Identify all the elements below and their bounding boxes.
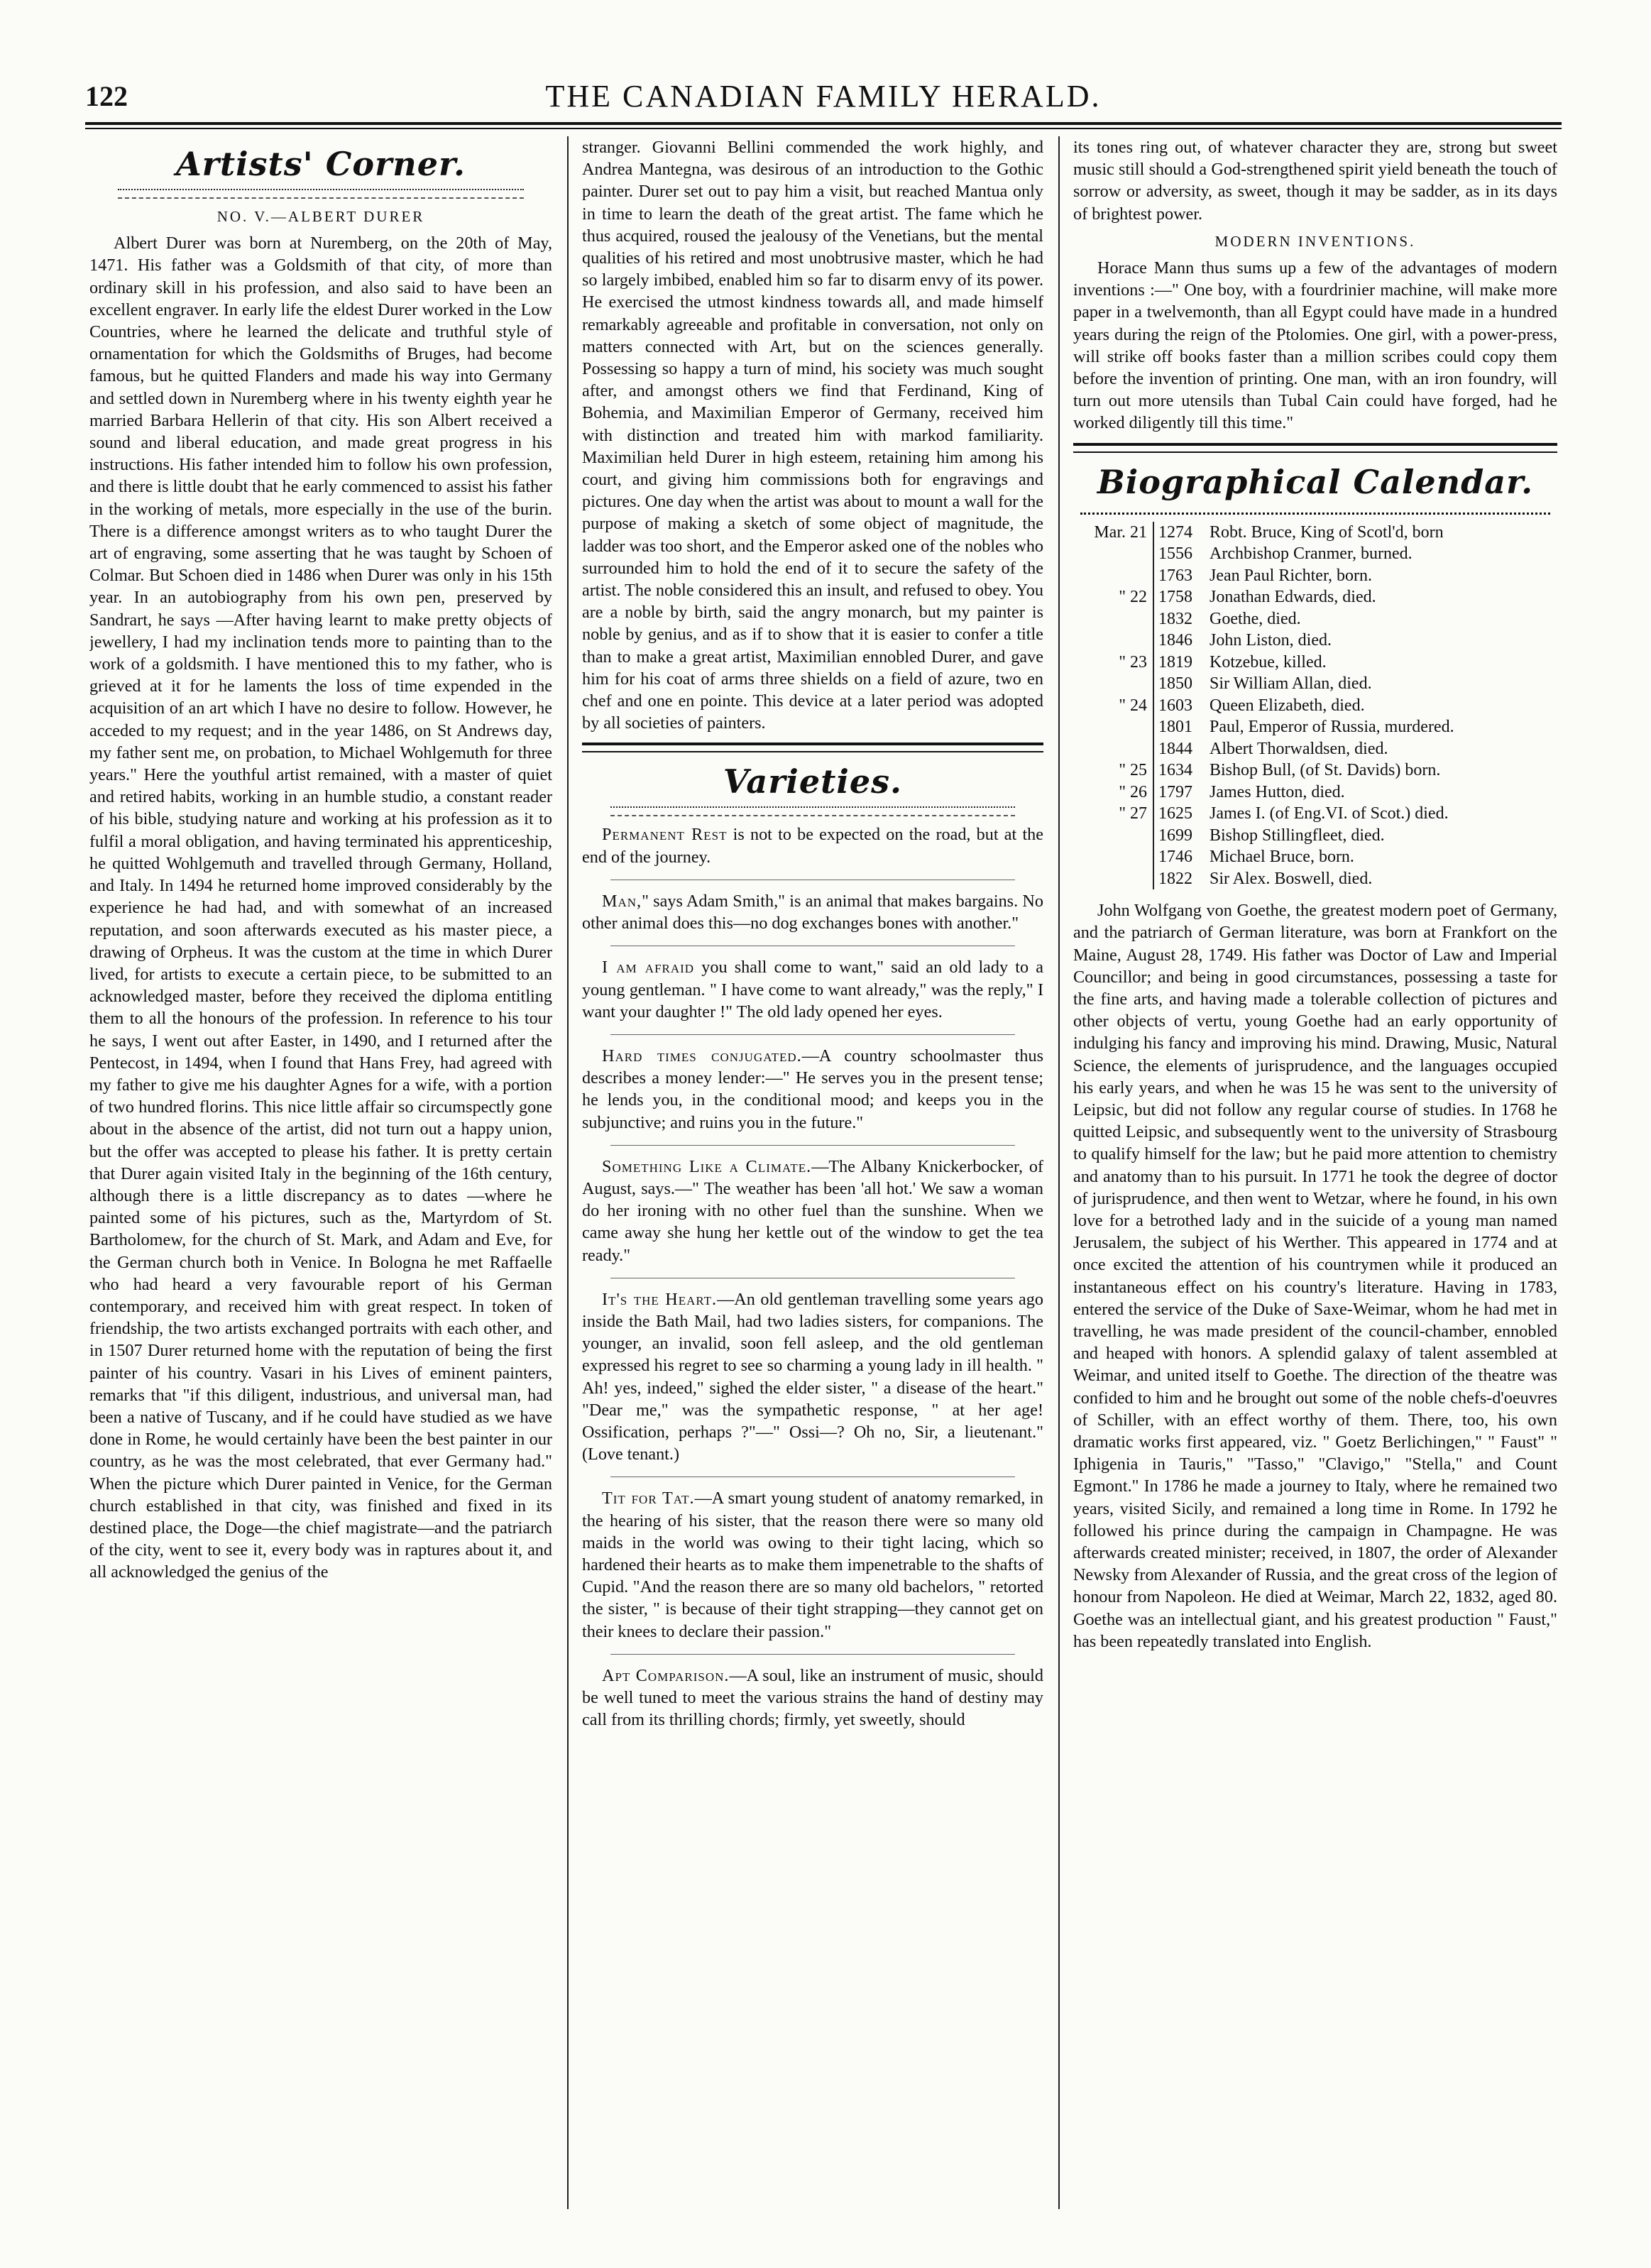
newspaper-title: THE CANADIAN FAMILY HERALD.: [545, 79, 1102, 114]
page-number: 122: [85, 80, 128, 112]
calendar-row: [1073, 738, 1557, 760]
column-divider: [1058, 136, 1060, 2209]
variety-item-text: —A soul, like an instrument of music, should be well tuned to meet the various strains the hand of destiny may call from its thrilling chords; firmly, yet sweetly, should: [582, 1665, 1043, 1730]
variety-item: [582, 1156, 1043, 1266]
calendar-date: [1073, 565, 1153, 587]
calendar-event: Queen Elizabeth, died.: [1210, 696, 1365, 715]
calendar-row: [1073, 565, 1557, 587]
calendar-date: [1073, 716, 1153, 738]
calendar-date: " 25: [1119, 761, 1147, 780]
calendar-date: Mar. 21: [1094, 522, 1147, 542]
item-divider: [610, 1034, 1015, 1035]
calendar-row: [1073, 760, 1557, 782]
modern-inventions-text: Horace Mann thus sums up a few of the advantages of modern inventions :—" One boy, with a fourdrinier machine, will make more paper in a twelvemonth, than all Egypt could have made in a hundred years during the reign of the Ptolomies. One girl, with a power-press, will strike off books faster than a million scribes could copy them before the invention of printing. One man, with an iron foundry, will turn out more utensils than Tubal Cain could have forged, had he worked diligently till this time.": [1073, 258, 1557, 433]
calendar-row: [1073, 630, 1557, 652]
calendar-row: [1073, 695, 1557, 717]
calendar-date: " 24: [1119, 696, 1147, 715]
section-divider: [582, 743, 1043, 752]
column-right: [1073, 136, 1557, 2188]
variety-item-text: —An old gentleman travelling some years ago inside the Bath Mail, had two ladies sisters, for companions. The younger, an invalid, soon fell asleep, and the old gentleman expressed his regret to see so charming a young lady in ill health. " Ah! yes, indeed," sighed the elder sister, " a disease of the heart." "Dear me," was the sympathetic response, " at her age! Ossification, perhaps ?"—" Ossi—? Oh no, Sir, a lieutenant." (Love tenant.): [582, 1289, 1043, 1464]
calendar-event: Archbishop Cranmer, burned.: [1210, 544, 1413, 564]
calendar-year: 1822: [1153, 868, 1204, 890]
calendar-date: [1073, 738, 1153, 760]
page-header: [85, 77, 1562, 119]
calendar-event: Sir William Allan, died.: [1210, 674, 1372, 694]
calendar-row: [1073, 782, 1557, 804]
calendar-year: 1850: [1153, 673, 1204, 695]
article-paragraph: Albert Durer was born at Nuremberg, on the 20th of May, 1471. His father was a Goldsmith of that city, of more than ordinary skill in his profession, and also said to have been an excellent engraver. In early life the eldest Durer worked in the Low Countries, where he learned the delicate and truthful style of ornamentation for which the Goldsmiths of Bruges, had become famous, but he quitted Flanders and made his way into Germany and settled down in Nuremberg where in his twenty eighth year he married Barbara Hellerin of that city. His son Albert received a sound and liberal education, and made great progress in his instructions. His father intended him to follow his own profession, and there is little doubt that he early commenced to assist his father in the working of metals, more especially in the use of the burin. There is a difference amongst writers as to who taught Durer the art of engraving, some asserting that he was taught by Schoen of Colmar. But Schoen died in 1486 when Durer was only in his 15th year. In an autobiography from his own pen, preserved by Sandrart, he says —After having learnt to make pretty objects of jewellery, I had my inclination tends more to painting than to the work of a goldsmith. I have mentioned this to my father, who is grieved at it for he laments the loss of time expended in the acquisition of an art which I have no desire to follow. However, he acceded to my request; and in the year 1486, on St Andrews day, my father sent me, on probation, to Michael Wohlgemuth for three years." Here the youthful artist remained, with a master of quiet and retired habits, working in an humble studio, a constant reader of his bible, studying nature and working at his profession as it to fulfil a moral obligation, and having terminated his apprenticeship, he quitted Wohlgemuth and travelled through Germany, Holland, and Italy. In 1494 he returned home improved considerably by the experience he had had, and with somewhat of an increased reputation, and soon afterwards executed as his master piece, a drawing of Orpheus. It was the custom at the time in which Durer lived, for artists to execute a certain piece, to be submitted to an acknowledged master, before they received the diploma entitling them to all the honours of the profession. In reference to his tour he says, I went out after Easter, in 1490, and I returned after the Pentecost, in 1494, when I found that Hans Frey, had agreed with my father to give me his daughter Agnes for a wife, with a portion of two hundred florins. This nice little affair so circumspectly gone about in the absence of the artist, did not turn out a happy union, but the offer was accepted to please his father. It is pretty certain that Durer again visited Italy in the beginning of the 16th century, although there is a little discrepancy as to dates —where he painted some of his pictures, such as the, Martyrdom of St. Bartholomew, for the church of St. Mark, and Adam and Eve, for the German church both in Venice. In Bologna he met Raffaelle who had heard a very favourable report of his German contemporary, and received him with great respect. In token of friendship, the two artists exchanged portraits with each other, and in 1507 Durer returned home with the reputation of being the first painter of his country. Vasari in his Lives of eminent painters, remarks that "if this diligent, industrious, and universal man, had been a native of Tuscany, and if he could have studied as we have done in Rome, he would certainly have been the best painter in our country, as he was the most celebrated, that ever Germany had." When the picture which Durer painted in Venice, for the German church established in that city, was finished and fixed in its destined place, the Doge—the chief magistrate—and the patriarch of the city, went to see it, every body was in raptures about it, and all acknowledged the genius of the: [89, 234, 552, 1582]
column-divider: [567, 136, 569, 2209]
calendar-year: 1625: [1153, 803, 1204, 825]
calendar-year: 1763: [1153, 565, 1204, 587]
column-left: [89, 136, 552, 2188]
variety-item-head: Apt Comparison.: [602, 1665, 730, 1685]
calendar-year: 1846: [1153, 630, 1204, 652]
variety-item-head: Tit for Tat.: [602, 1489, 695, 1508]
calendar-year: 1801: [1153, 716, 1204, 738]
modern-inventions-subhead: MODERN INVENTIONS.: [1214, 232, 1416, 250]
calendar-event: Bishop Stillingfleet, died.: [1210, 826, 1385, 845]
calendar-date: [1073, 608, 1153, 630]
calendar-event: Bishop Bull, (of St. Davids) born.: [1210, 761, 1441, 780]
variety-item: [582, 890, 1043, 934]
variety-item-text: —A smart young student of anatomy remarked, in the hearing of his sister, that the reason there were so many old maids in the world was owing to their tight lacing, which so hardened their hearts as to make them impenetrable to the shafts of Cupid. "And the reason there are so many old bachelors, " retorted the sister, " is because of their tight strapping—they cannot get on their knees to declare their passion.": [582, 1489, 1043, 1641]
calendar-row: [1073, 846, 1557, 868]
variety-item: [582, 1045, 1043, 1134]
article-subhead: NO. V.—ALBERT DURER: [216, 208, 425, 225]
calendar-year: 1699: [1153, 825, 1204, 847]
calendar-year: 1797: [1153, 782, 1204, 804]
calendar-event: Jonathan Edwards, died.: [1210, 588, 1376, 607]
item-divider: [610, 1145, 1015, 1146]
variety-item: [582, 1487, 1043, 1642]
calendar-event: Sir Alex. Boswell, died.: [1210, 869, 1373, 888]
biographical-calendar-title: Biographical Calendar.: [1097, 462, 1534, 501]
calendar-event: Jean Paul Richter, born.: [1210, 566, 1372, 585]
column-middle: [582, 136, 1043, 2188]
calendar-year: 1746: [1153, 846, 1204, 868]
calendar-year: 1556: [1153, 543, 1204, 565]
variety-item-head: I am afraid: [602, 958, 695, 977]
article-continuation: its tones ring out, of whatever character they are, strong but sweet music still should a God-strengthened spirit yield beneath the touch of sorrow or adversity, as sweet, though it may be sadder, as in its days of brightest power.: [1073, 138, 1557, 224]
calendar-year: 1832: [1153, 608, 1204, 630]
calendar-event: John Liston, died.: [1210, 631, 1332, 650]
variety-item-text: —A country schoolmaster thus describes a money lender:—" He serves you in the present tense; he lends you, in the conditional mood; and keeps you in the subjunctive; and ruins you in the future.": [582, 1046, 1043, 1132]
calendar-row: [1073, 716, 1557, 738]
variety-item: [582, 1288, 1043, 1466]
variety-item-text: —The Albany Knickerbocker, of August, says.—" The weather has been 'all hot.' We saw a woman do her ironing with no other fuel than the sunshine. When we came away she hung her kettle out of the window to get the tea ready.": [582, 1156, 1043, 1265]
variety-item-head: Man,: [602, 891, 642, 911]
calendar-date: [1073, 868, 1153, 890]
calendar-year: 1634: [1153, 760, 1204, 782]
ornamental-rule: [1080, 507, 1550, 515]
calendar-date: [1073, 543, 1153, 565]
item-divider: [610, 1654, 1015, 1655]
calendar-date: " 27: [1119, 804, 1147, 823]
calendar-event: Paul, Emperor of Russia, murdered.: [1210, 718, 1454, 737]
variety-item-text: " says Adam Smith," is an animal that makes bargains. No other animal does this—no dog exchanges bones with another.": [582, 891, 1043, 933]
calendar-row: [1073, 868, 1557, 890]
varieties-title: Varieties.: [723, 762, 903, 801]
calendar-row: [1073, 543, 1557, 565]
calendar-row: [1073, 652, 1557, 674]
artists-corner-title: Artists' Corner.: [175, 145, 466, 183]
calendar-year: 1603: [1153, 695, 1204, 717]
calendar-year: 1844: [1153, 738, 1204, 760]
variety-item: [582, 823, 1043, 867]
calendar-event: Michael Bruce, born.: [1210, 848, 1354, 867]
calendar-date: [1073, 846, 1153, 868]
calendar-row: [1073, 673, 1557, 695]
calendar-event: James I. (of Eng.VI. of Scot.) died.: [1210, 804, 1449, 823]
calendar-event: Albert Thorwaldsen, died.: [1210, 739, 1388, 758]
calendar-date: " 26: [1119, 782, 1147, 801]
calendar-date: [1073, 673, 1153, 695]
section-divider: [1073, 443, 1557, 453]
calendar-row: [1073, 803, 1557, 825]
calendar-row: [1073, 608, 1557, 630]
variety-item-head: It's the Heart.: [602, 1289, 718, 1309]
variety-item-head: Permanent Rest: [602, 825, 728, 845]
calendar-table: [1073, 522, 1557, 890]
calendar-date: [1073, 825, 1153, 847]
calendar-event: Kotzebue, killed.: [1210, 652, 1327, 672]
header-rule: [85, 122, 1562, 125]
calendar-year: 1274: [1153, 522, 1204, 544]
article-continuation: stranger. Giovanni Bellini commended the work highly, and Andrea Mantegna, was desirous of an introduction to the Gothic painter. Durer set out to pay him a visit, but reached Mantua only in time to learn the death of the great artist. The fame which he thus acquired, roused the jealousy of the Venetians, but the mental qualities of his retired and most unobtrusive master, which he had so largely imbibed, enabled him so far to disarm envy of its power. He exercised the utmost kindness towards all, and made himself remarkably agreeable and profitable in conversation, not only on matters connected with Art, but on the sciences generally. Possessing so happy a turn of mind, his society was much sought after, and amongst others we find that Ferdinand, King of Bohemia, and Maximilian Emperor of Germany, received him with distinction and treated him with markod familiarity. Maximilian held Durer in high esteem, retaining him among his court, and giving him commissions both for engravings and pictures. One day when the artist was about to mount a wall for the purpose of making a sketch of some object of magnitude, the ladder was too short, and the Emperor asked one of the nobles who surrounded him to hold the end of it to secure the safety of the artist. The noble considered this an insult, and refused to obey. You are a noble by birth, said the angry monarch, but my painter is noble by genius, and as if to show that it is easier to confer a title than to make a great artist, Maximilian ennobled Durer, and gave him for his coat of arms three shields on a field of azure, two en chef and one en pointe. This device at a later period was adopted by all societies of painters.: [582, 138, 1043, 733]
variety-item-head: Something Like a Climate.: [602, 1156, 812, 1176]
variety-item: [582, 956, 1043, 1023]
variety-item-text: is not to be expected on the road, but at the end of the journey.: [582, 825, 1043, 867]
calendar-event: Goethe, died.: [1210, 609, 1301, 628]
calendar-row: [1073, 522, 1557, 544]
calendar-event: James Hutton, died.: [1210, 782, 1345, 801]
calendar-row: [1073, 825, 1557, 847]
variety-item: [582, 1665, 1043, 1731]
header-rule-thin: [85, 128, 1562, 129]
calendar-date: [1073, 630, 1153, 652]
calendar-date: " 23: [1119, 652, 1147, 672]
calendar-year: 1819: [1153, 652, 1204, 674]
calendar-year: 1758: [1153, 586, 1204, 608]
goethe-biography: John Wolfgang von Goethe, the greatest modern poet of Germany, and the patriarch of German literature, was born at Frankfort on the Maine, August 28, 1749. His father was Doctor of Law and Imperial Councillor; and being in good circumstances, possessing a taste for the fine arts, and having made a tolerable collection of pictures and other objects of vertu, young Goethe had an early opportunity of indulging his fancy and improving his mind. Drawing, Music, Natural Science, the elements of jurisprudence, and the languages occupied his early years, and when he was 15 he was sent to the university of Leipsic, but did not follow any regular course of studies. In 1768 he quitted Leipsic, and subsequently went to the university of Strasbourg to qualify himself for the law; but he paid more attention to chemistry and anatomy than to his pursuit. In 1771 he took the degree of doctor of jurisprudence, and then went to Wetzar, where he found, in his own love for a betrothed lady and in the suicide of a young man named Jerusalem, the subject of his Werther. This appeared in 1774 and at once excited the attention of his countrymen while it produced an instantaneous effect on his country's literature. Having in 1783, entered the service of the Duke of Saxe-Weimar, whom he had met in travelling, he was made president of the council-chamber, ennobled and heaped with honors. A splendid galaxy of talent assembled at Weimar, and united itself to Goethe. The direction of the theatre was confided to him and he brought out some of the noble chefs-d'oeuvres of Schiller, with an effect worthy of them. There, too, his own dramatic works first appeared, viz. " Goetz Berlichingen," " Faust" " Iphigenia in Tauris," "Tasso," "Clavigo," "Stella," and Count Egmont." In 1786 he made a journey to Italy, where he remained two years, visited Sicily, and remained a long time in Rome. In 1792 he followed his prince during the campaign in Champagne. He was afterwards created minister; received, in 1807, the order of Alexander Newsky from Alexander of Russia, and the great cross of the legion of honour from Napoleon. He died at Weimar, March 22, 1832, aged 80. Goethe was an intellectual giant, and his greatest production " Faust," has been repeatedly translated into English.: [1073, 901, 1557, 1651]
variety-item-head: Hard times conjugated.: [602, 1046, 802, 1065]
calendar-event: Robt. Bruce, King of Scotl'd, born: [1210, 522, 1444, 542]
ornamental-rule: [610, 806, 1015, 816]
variety-item-text: you shall come to want," said an old lady to a young gentleman. " I have come to want already," was the reply," I want your daughter !" The old lady opened her eyes.: [582, 958, 1043, 1021]
calendar-date: " 22: [1119, 588, 1147, 607]
calendar-row: [1073, 586, 1557, 608]
ornamental-rule: [118, 189, 524, 199]
